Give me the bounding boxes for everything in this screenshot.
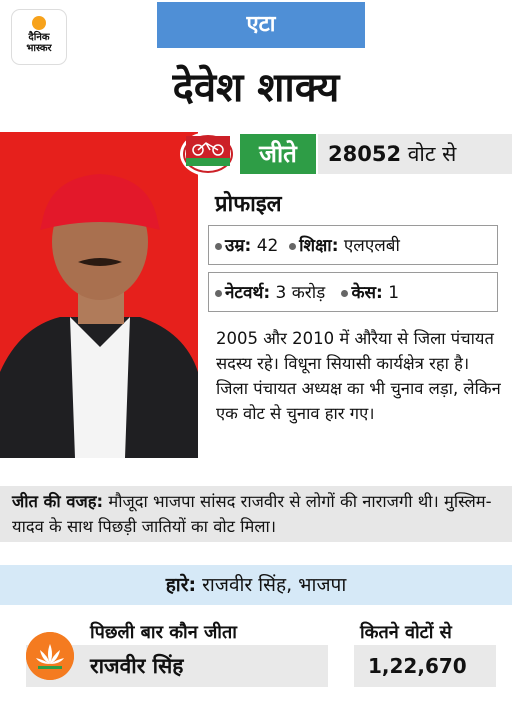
lost-label: हारे:: [165, 574, 197, 596]
lost-text: राजवीर सिंह, भाजपा: [202, 574, 347, 596]
bullet-icon: [341, 290, 348, 297]
profile-row-1: [208, 225, 498, 265]
bullet-icon: [215, 243, 222, 250]
age-value: 42: [256, 236, 279, 256]
win-margin: [318, 134, 512, 174]
cases-value: 1: [388, 283, 400, 303]
candidate-name: देवेश शाक्य: [172, 65, 340, 111]
lost-candidate-bar: [0, 565, 512, 605]
candidate-photo: [0, 132, 198, 458]
sun-icon: [32, 16, 46, 30]
district-banner: एटा: [157, 2, 365, 48]
cases-label: केस:: [351, 283, 383, 303]
lotus-icon: [26, 632, 74, 680]
education-label: शिक्षा:: [299, 236, 339, 256]
votes-heading: कितने वोटों से: [360, 622, 452, 643]
bullet-icon: [289, 243, 296, 250]
win-reason-label: जीत की वजह:: [12, 492, 104, 511]
networth-label: नेटवर्थ:: [225, 283, 271, 303]
bullet-icon: [215, 290, 222, 297]
win-margin-number: 28052: [328, 142, 402, 166]
win-margin-suffix: वोट से: [407, 142, 457, 166]
previous-margin-value: 1,22,670: [354, 645, 496, 687]
previous-winner-name: राजवीर सिंह: [90, 654, 184, 678]
result-status: जीते: [240, 134, 316, 174]
logo-line1: दैनिक: [28, 32, 50, 43]
profile-heading: प्रोफाइल: [215, 192, 282, 217]
win-reason: [0, 486, 512, 542]
education-value: एलएलबी: [343, 236, 400, 256]
profile-row-2: [208, 272, 498, 312]
win-reason-text: मौजूदा भाजपा सांसद राजवीर से लोगों की नाराजगी थी। मुस्लिम-यादव के साथ पिछड़ी जातियों का वोट मिला।: [12, 492, 492, 536]
logo-line2: भास्कर: [26, 43, 52, 54]
party-symbol-icon: [180, 132, 236, 176]
age-label: उम्र:: [225, 236, 252, 256]
dainik-bhaskar-logo: [12, 10, 66, 64]
candidate-bio: 2005 और 2010 में औरैया से जिला पंचायत सदस्य रहे। विधूना सियासी कार्यक्षेत्र रहा है। जिला पंचायत अध्यक्ष का भी चुनाव लड़ा, लेकिन एक वोट से चुनाव हार गए।: [216, 329, 501, 423]
previous-winner-heading: पिछली बार कौन जीता: [90, 622, 237, 643]
networth-value: 3 करोड़: [275, 283, 326, 303]
